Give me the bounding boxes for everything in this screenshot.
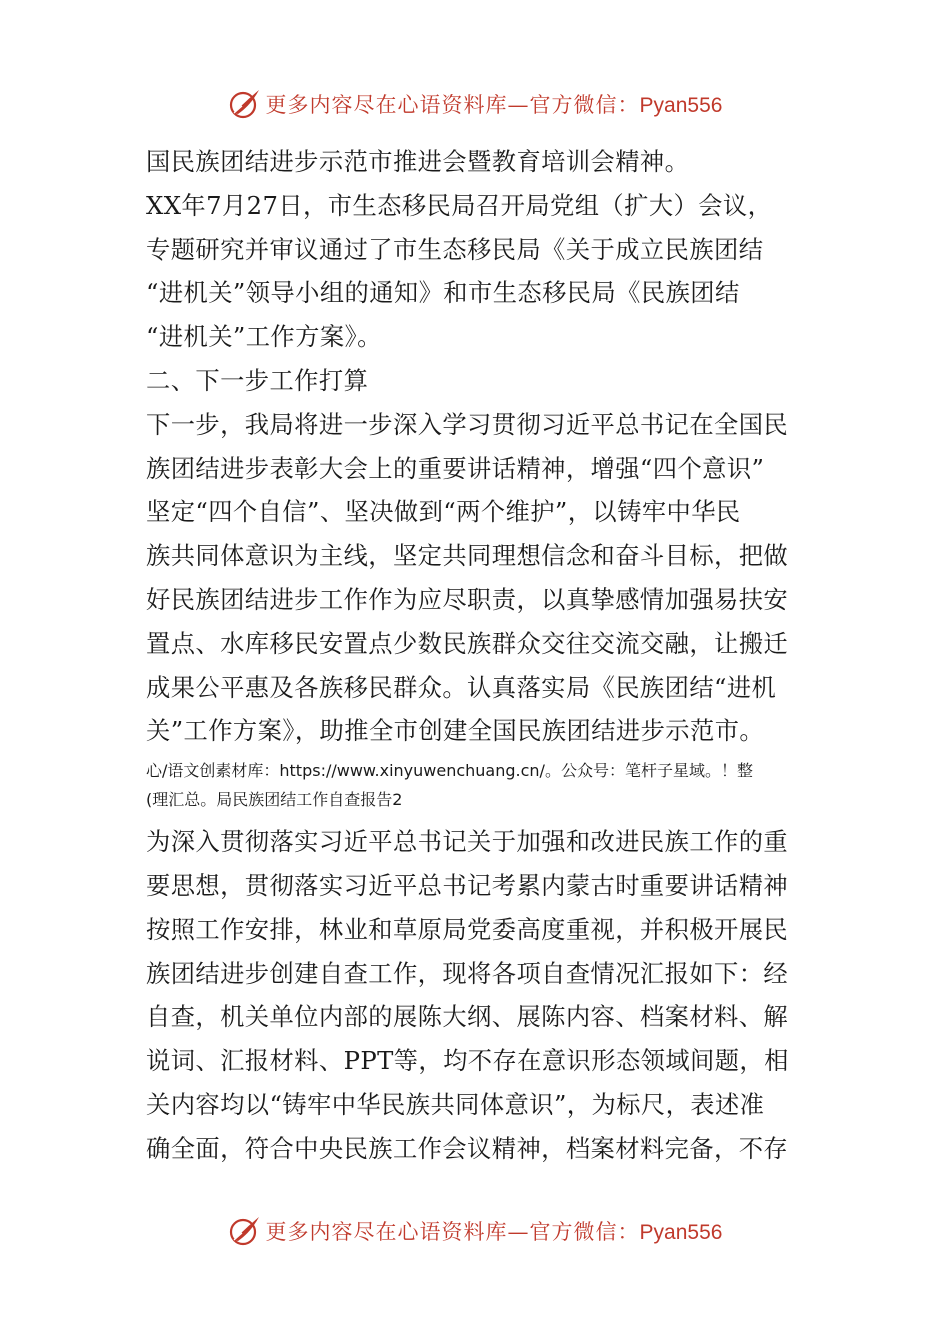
header-banner: [0, 84, 950, 124]
text-line: 说词、汇报材料、PPT等，均不存在意识形态领域间题，相: [146, 1046, 789, 1076]
source-note: [146, 756, 818, 814]
footer-banner: [0, 1211, 950, 1251]
quill-pen-logo-icon: [228, 1214, 262, 1248]
banner-text: [266, 89, 723, 119]
text-line: 关”工作方案》，助推全市创建全国民族团结进步示范市。: [146, 716, 765, 746]
text-line: 好民族团结进步工作作为应尽职责，以真挚感情加强易扶安: [146, 584, 789, 614]
quill-pen-logo-icon: [228, 87, 262, 121]
text-line: 成果公平惠及各族移民群众。认真落实局《民族团结“进机: [146, 672, 777, 702]
text-line: 关内容均以“铸牢中华民族共同体意识”，为标尺，表述准: [146, 1089, 765, 1119]
banner-label: 更多内容尽在心语资料库—官方微信：: [265, 1220, 640, 1244]
text-line: 国民族团结进步示范市推进会暨教育培训会精神。: [146, 147, 690, 176]
paragraph-block-2: [146, 820, 818, 1170]
banner-account: Pyan556: [639, 1221, 723, 1244]
banner-account: Pyan556: [639, 94, 723, 117]
text-line: 下一步，我局将进一步深入学习贯彻习近平总书记在全国民: [146, 409, 789, 439]
text-line: 按照工作安排，林业和草原局党委高度重视，并积极开展民: [146, 914, 789, 944]
text-line: “进机关”工作方案》。: [146, 322, 382, 352]
banner-label: 更多内容尽在心语资料库—官方微信：: [265, 93, 640, 117]
text-line: XX年7月27日，市生态移民局召开局党组（扩大）会议，: [146, 190, 773, 220]
text-line: 确全面，符合中央民族工作会议精神，档案材料完备，不存: [146, 1133, 789, 1163]
text-line: “进机关”领导小组的通知》和市生态移民局《民族团结: [146, 278, 740, 308]
document-body: [146, 140, 818, 1171]
text-line: 族团结进步表彰大会上的重要讲话精神，增强“四个意识”: [146, 453, 765, 483]
text-line: 要思想，贯彻落实习近平总书记考累内蒙古时重要讲话精神: [146, 870, 789, 900]
source-line: 心/语文创素材库：https://www.xinyuwenchuang.cn/。公众号：笔杆子星域。！整: [146, 761, 753, 781]
text-line: 坚定“四个自信”、坚决做到“两个维护”，以铸牢中华民: [146, 497, 741, 527]
text-line: 专题研究并审议通过了市生态移民局《关于成立民族团结: [146, 234, 764, 264]
source-line: (理汇总。局民族团结工作自查报告2: [146, 790, 403, 810]
text-line: 置点、水库移民安置点少数民族群众交往交流交融，让搬迁: [146, 628, 789, 658]
text-line: 族团结进步创建自查工作，现将各项自查情况汇报如下：经: [146, 958, 789, 988]
section-heading: 二、下一步工作打算: [146, 365, 369, 395]
text-line: 族共同体意识为主线，坚定共同理想信念和奋斗目标，把做: [146, 541, 789, 571]
text-line: 为深入贯彻落实习近平总书记关于加强和改进民族工作的重: [146, 827, 789, 857]
paragraph-block-1: [146, 140, 818, 753]
banner-text: [266, 1216, 723, 1246]
text-line: 自查，机关单位内部的展陈大纲、展陈内容、档案材料、解: [146, 1002, 789, 1032]
